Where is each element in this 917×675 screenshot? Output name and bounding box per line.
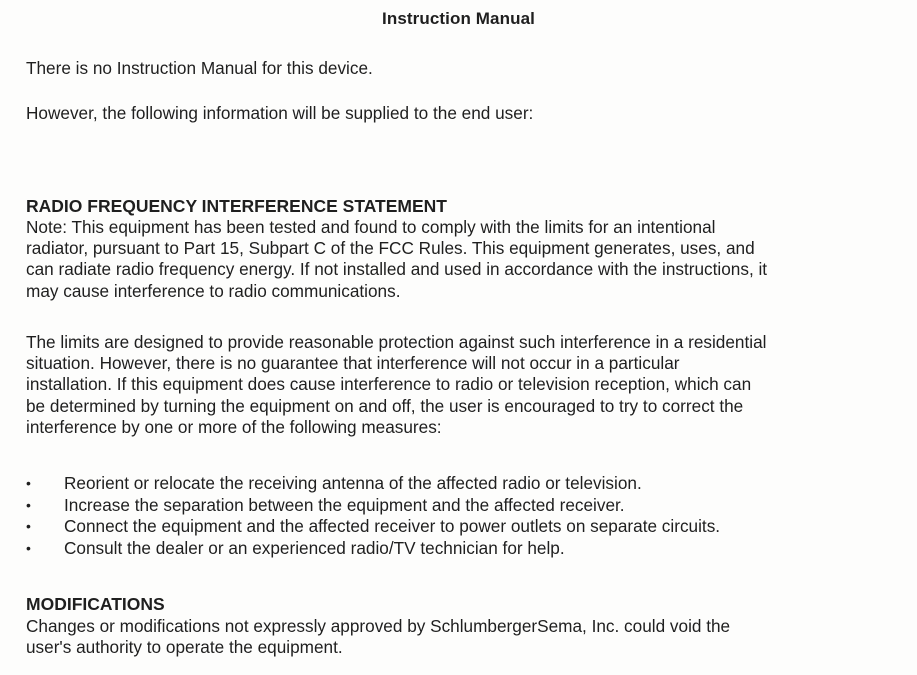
intro-line-1: There is no Instruction Manual for this device. (26, 58, 373, 78)
bullet-icon: • (26, 518, 31, 535)
modifications-heading: MODIFICATIONS (26, 594, 165, 614)
rfi-paragraph-2 (26, 332, 906, 438)
paragraph-line: be determined by turning the equipment on and off, the user is encouraged to try to correct the (26, 395, 744, 416)
paragraph-line: situation. However, there is no guarantee that interference will not occur in a particular (26, 353, 680, 374)
bullet-icon: • (26, 496, 31, 513)
paragraph-line: Changes or modifications not expressly approved by SchlumbergerSema, Inc. could void the (26, 616, 731, 636)
list-item-text: Connect the equipment and the affected receiver to power outlets on separate circuits. (64, 516, 721, 537)
paragraph-line: user's authority to operate the equipment. (26, 637, 343, 658)
rfi-paragraph-1 (26, 217, 906, 302)
paragraph-line: installation. If this equipment does cause interference to radio or television reception, which can (26, 374, 752, 395)
list-item-text: Increase the separation between the equipment and the affected receiver. (64, 494, 625, 515)
document-title: Instruction Manual (382, 9, 535, 28)
paragraph-line: may cause interference to radio communications. (26, 280, 401, 301)
paragraph-line: can radiate radio frequency energy. If not installed and used in accordance with the instructions, it (26, 259, 768, 280)
bullet-icon: • (26, 540, 31, 557)
paragraph-line: The limits are designed to provide reasonable protection against such interference in a residential (26, 332, 767, 352)
paragraph-line: radiator, pursuant to Part 15, Subpart C of the FCC Rules. This equipment generates, uses, and (26, 238, 755, 259)
rfi-heading: RADIO FREQUENCY INTERFERENCE STATEMENT (26, 196, 447, 216)
modifications-paragraph (26, 616, 906, 658)
list-item-text: Reorient or relocate the receiving antenna of the affected radio or television. (64, 473, 642, 493)
paragraph-line: Note: This equipment has been tested and found to comply with the limits for an intentional (26, 217, 716, 237)
list-item-text: Consult the dealer or an experienced radio/TV technician for help. (64, 538, 565, 559)
intro-line-2: However, the following information will be supplied to the end user: (26, 103, 534, 123)
paragraph-line: interference by one or more of the following measures: (26, 416, 442, 437)
bullet-icon: • (26, 475, 31, 491)
